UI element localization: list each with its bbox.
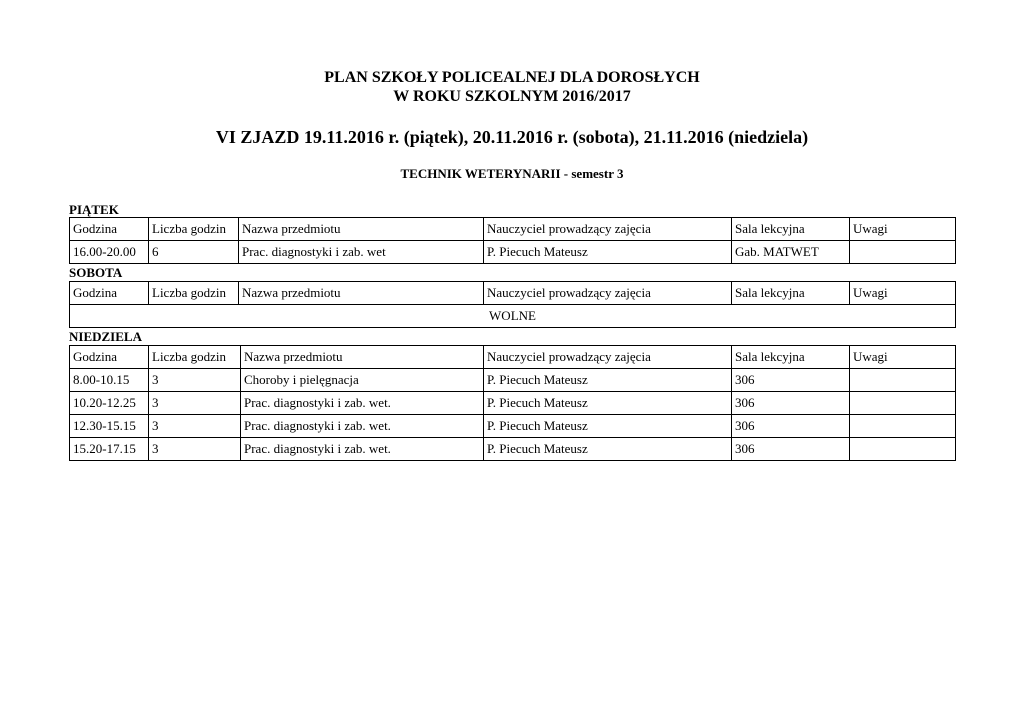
cell-notes — [850, 241, 956, 264]
cell-subject: Prac. diagnostyki i zab. wet — [239, 241, 484, 264]
cell-room: 306 — [732, 438, 850, 461]
cell-room: 306 — [732, 415, 850, 438]
day-label-piatek: PIĄTEK — [69, 202, 119, 217]
cell-subject: Prac. diagnostyki i zab. wet. — [241, 438, 484, 461]
col-header: Godzina — [70, 346, 149, 369]
table-row — [70, 369, 956, 392]
program-semester: TECHNIK WETERYNARII - semestr 3 — [400, 166, 624, 181]
col-header: Sala lekcyjna — [732, 282, 850, 305]
cell-subject: Prac. diagnostyki i zab. wet. — [241, 392, 484, 415]
col-header: Liczba godzin — [149, 218, 239, 241]
table-row — [70, 305, 956, 328]
cell-hours: 3 — [149, 392, 241, 415]
cell-time: 10.20-12.25 — [70, 392, 149, 415]
table-row — [70, 392, 956, 415]
cell-teacher: P. Piecuch Mateusz — [484, 415, 732, 438]
cell-hours: 3 — [149, 369, 241, 392]
day-off-note: WOLNE — [70, 305, 956, 328]
col-header: Nazwa przedmiotu — [241, 346, 484, 369]
table-row — [70, 415, 956, 438]
col-header: Sala lekcyjna — [732, 346, 850, 369]
doc-title-line2: W ROKU SZKOLNYM 2016/2017 — [393, 88, 631, 105]
cell-notes — [850, 392, 956, 415]
table-niedziela — [69, 345, 956, 461]
cell-room: 306 — [732, 369, 850, 392]
cell-time: 16.00-20.00 — [70, 241, 149, 264]
cell-teacher: P. Piecuch Mateusz — [484, 369, 732, 392]
col-header: Nazwa przedmiotu — [239, 218, 484, 241]
cell-notes — [850, 369, 956, 392]
table-header-row — [70, 218, 956, 241]
col-header: Nauczyciel prowadzący zajęcia — [484, 282, 732, 305]
table-row — [70, 438, 956, 461]
col-header: Uwagi — [850, 346, 956, 369]
col-header: Uwagi — [850, 282, 956, 305]
day-label-sobota: SOBOTA — [69, 265, 123, 280]
col-header: Nauczyciel prowadzący zajęcia — [484, 218, 732, 241]
cell-teacher: P. Piecuch Mateusz — [484, 438, 732, 461]
zjazd-dates: VI ZJAZD 19.11.2016 r. (piątek), 20.11.2016 r. (sobota), 21.11.2016 (niedziela) — [215, 127, 809, 147]
table-header-row — [70, 282, 956, 305]
col-header: Nauczyciel prowadzący zajęcia — [484, 346, 732, 369]
table-header-row — [70, 346, 956, 369]
day-label-niedziela: NIEDZIELA — [69, 329, 142, 344]
cell-teacher: P. Piecuch Mateusz — [484, 241, 732, 264]
cell-time: 15.20-17.15 — [70, 438, 149, 461]
cell-notes — [850, 438, 956, 461]
cell-hours: 6 — [149, 241, 239, 264]
cell-room: 306 — [732, 392, 850, 415]
cell-room: Gab. MATWET — [732, 241, 850, 264]
cell-hours: 3 — [149, 415, 241, 438]
cell-subject: Prac. diagnostyki i zab. wet. — [241, 415, 484, 438]
doc-title-line1: PLAN SZKOŁY POLICEALNEJ DLA DOROSŁYCH — [324, 69, 700, 86]
col-header: Uwagi — [850, 218, 956, 241]
col-header: Nazwa przedmiotu — [239, 282, 484, 305]
col-header: Godzina — [70, 218, 149, 241]
col-header: Liczba godzin — [149, 346, 241, 369]
cell-hours: 3 — [149, 438, 241, 461]
table-sobota — [69, 281, 956, 328]
cell-time: 8.00-10.15 — [70, 369, 149, 392]
cell-time: 12.30-15.15 — [70, 415, 149, 438]
col-header: Liczba godzin — [149, 282, 239, 305]
col-header: Sala lekcyjna — [732, 218, 850, 241]
table-row — [70, 241, 956, 264]
cell-notes — [850, 415, 956, 438]
cell-teacher: P. Piecuch Mateusz — [484, 392, 732, 415]
col-header: Godzina — [70, 282, 149, 305]
table-piatek — [69, 217, 956, 264]
cell-subject: Choroby i pielęgnacja — [241, 369, 484, 392]
